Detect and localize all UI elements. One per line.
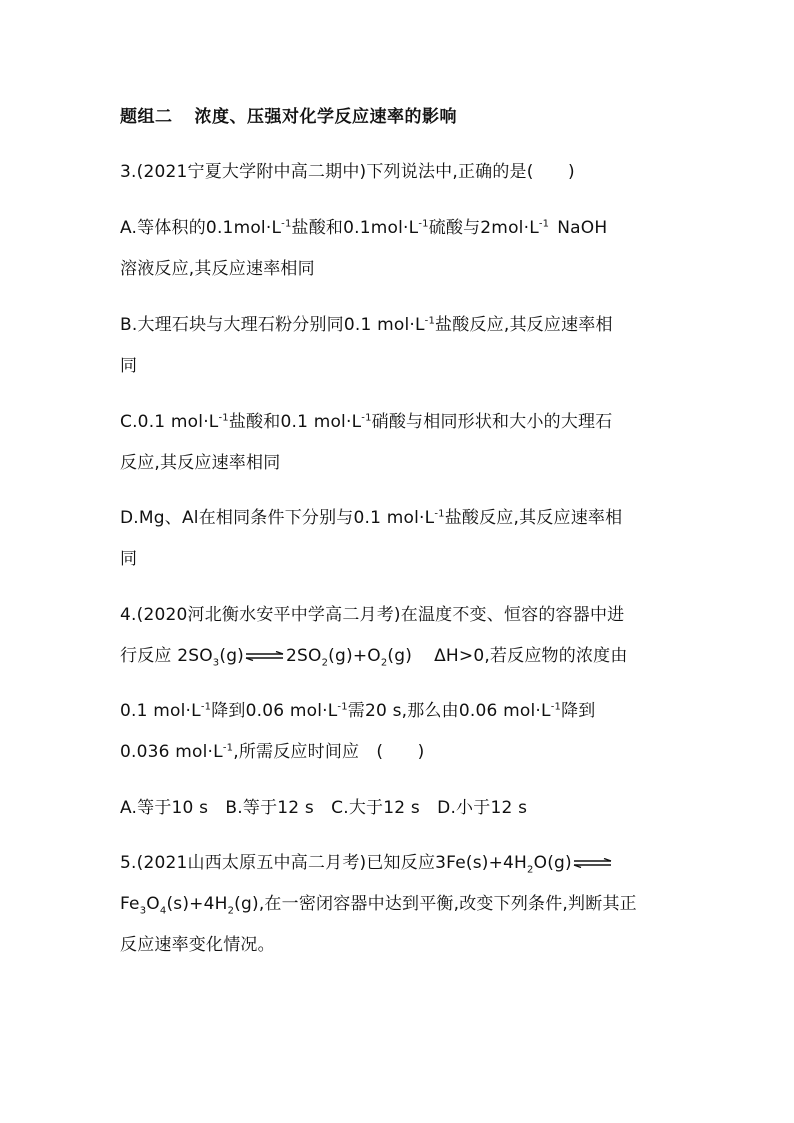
- superscript: -1: [281, 218, 292, 230]
- superscript: -1: [200, 701, 212, 713]
- q3-option-a-line1: [120, 216, 680, 240]
- q5-text-3: Fe: [120, 894, 140, 914]
- q5-text-5: (s)+4H: [166, 894, 228, 914]
- q5-text-7: 反应速率变化情况。: [120, 935, 275, 955]
- heading-title: 浓度、压强对化学反应速率的影响: [194, 107, 457, 127]
- q4-text-5: (g)+O: [328, 646, 381, 666]
- q4-text-1: 4.(2020河北衡水安平中学高二月考)在温度不变、恒容的容器中进: [120, 605, 625, 625]
- q3-c-text-1: C.0.1 mol·L: [120, 412, 219, 432]
- q3-a-text-2: 盐酸和0.1mol·L: [291, 218, 419, 238]
- subscript: 2: [380, 657, 388, 669]
- q3-c-text-4: 反应,其反应速率相同: [120, 453, 281, 473]
- q4-text-9: 降到0.06 mol·L: [211, 701, 338, 721]
- q4-text-11: 降到: [561, 701, 596, 721]
- q4-options: [120, 796, 680, 820]
- superscript: -1: [434, 508, 445, 520]
- q3-stem-text: 3.(2021宁夏大学附中高二期中)下列说法中,正确的是( ): [120, 162, 575, 182]
- q4-options-text: A.等于10 s B.等于12 s C.大于12 s D.小于12 s: [120, 798, 528, 818]
- q5-text-4: O: [146, 894, 160, 914]
- section-heading: [120, 105, 680, 129]
- q4-text-7: ΔH>0,若反应物的浓度由: [434, 646, 628, 666]
- q3-stem: [120, 160, 680, 184]
- subscript: 2: [227, 905, 235, 917]
- q5-stem-line1: [120, 851, 680, 875]
- q3-option-c-line2: [120, 451, 680, 475]
- q4-text-4: 2SO: [286, 646, 322, 666]
- superscript: -1: [418, 218, 429, 230]
- q3-a-text-5: 溶液反应,其反应速率相同: [120, 259, 315, 279]
- q5-stem-line3: [120, 933, 680, 957]
- subscript: 4: [159, 905, 167, 917]
- q4-text-6: (g): [387, 646, 413, 666]
- q4-text-8: 0.1 mol·L: [120, 701, 201, 721]
- q3-option-d-line2: [120, 547, 680, 571]
- q4-stem-line3: [120, 699, 680, 723]
- q5-stem-line2: [120, 892, 680, 916]
- subscript: 3: [212, 657, 220, 669]
- superscript: -1: [424, 315, 436, 327]
- q5-text-1: 5.(2021山西太原五中高二月考)已知反应3Fe(s)+4H: [120, 853, 528, 873]
- subscript: 3: [139, 905, 147, 917]
- q4-text-13: ,所需反应时间应 ( ): [233, 742, 425, 762]
- q4-stem-line1: [120, 603, 680, 627]
- equilibrium-arrow-icon: [573, 858, 613, 868]
- q3-a-text-3: 硫酸与2mol·L: [428, 218, 539, 238]
- equilibrium-arrow-icon: [245, 651, 285, 661]
- q5-text-6: (g),在一密闭容器中达到平衡,改变下列条件,判断其正: [234, 894, 637, 914]
- q4-text-3: (g): [219, 646, 245, 666]
- q3-d-text-3: 同: [120, 549, 138, 569]
- q4-text-12: 0.036 mol·L: [120, 742, 223, 762]
- q3-option-c-line1: [120, 410, 680, 434]
- superscript: -1: [550, 701, 562, 713]
- superscript: -1: [538, 218, 550, 230]
- q3-a-text-4: NaOH: [557, 218, 608, 238]
- q3-option-b-line2: [120, 354, 680, 378]
- q4-text-10: 需20 s,那么由0.06 mol·L: [347, 701, 551, 721]
- subscript: 2: [527, 864, 534, 876]
- q4-stem-line4: [120, 740, 680, 764]
- q4-text-2: 行反应 2SO: [120, 646, 213, 666]
- q3-b-text-1: B.大理石块与大理石粉分别同0.1 mol·L: [120, 315, 425, 335]
- subscript: 2: [321, 657, 329, 669]
- q3-option-d-line1: [120, 506, 680, 530]
- q3-b-text-3: 同: [120, 356, 138, 376]
- q5-text-2: O(g): [533, 853, 572, 873]
- superscript: -1: [337, 701, 348, 713]
- q3-c-text-3: 硝酸与相同形状和大小的大理石: [371, 412, 613, 432]
- heading-label: 题组二: [120, 107, 173, 127]
- superscript: -1: [361, 412, 372, 424]
- q3-option-b-line1: [120, 313, 680, 337]
- q3-b-text-2: 盐酸反应,其反应速率相: [435, 315, 613, 335]
- superscript: -1: [222, 742, 234, 754]
- q4-stem-line2: [120, 644, 680, 668]
- q3-d-text-2: 盐酸反应,其反应速率相: [444, 508, 623, 528]
- q3-a-text-1: A.等体积的0.1mol·L: [120, 218, 282, 238]
- q3-d-text-1: D.Mg、Al在相同条件下分别与0.1 mol·L: [120, 508, 435, 528]
- q3-option-a-line2: [120, 257, 680, 281]
- superscript: -1: [218, 412, 229, 424]
- q3-c-text-2: 盐酸和0.1 mol·L: [228, 412, 362, 432]
